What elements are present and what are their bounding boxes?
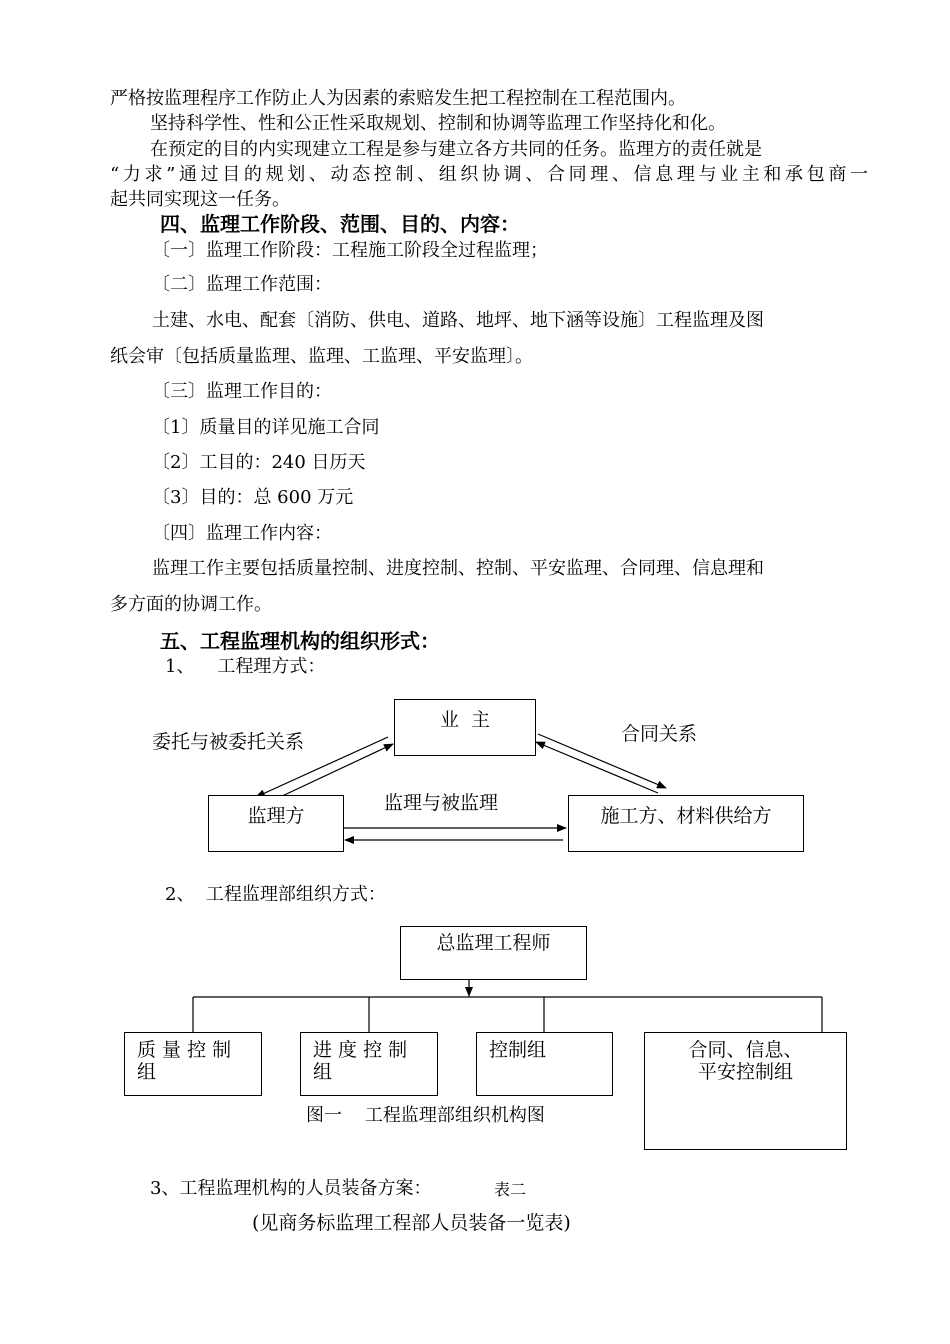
stage-text: 〔一〕监理工作阶段：工程施工阶段全过程监理； xyxy=(152,240,548,261)
supervisor-label: 监理方 xyxy=(247,804,305,827)
supervision-relation-label: 监理与被监理 xyxy=(384,792,499,814)
control-group-label: 控制组 xyxy=(489,1039,547,1061)
contract-relation-label: 合同关系 xyxy=(621,723,698,745)
paragraph-text: 坚持科学性、性和公正性采取规划、控制和协调等监理工作坚持化和化。 xyxy=(150,113,726,134)
paragraph-text: 起共同实现这一任务。 xyxy=(110,189,290,210)
content-text: 监理工作主要包括质量控制、进度控制、控制、平安监理、合同理、信息理和 xyxy=(152,558,764,579)
quality-control-group-box xyxy=(124,1032,262,1096)
owner-label: 业 主 xyxy=(439,708,491,731)
progress-control-group-box xyxy=(300,1032,438,1096)
contractor-box xyxy=(568,795,804,852)
section-heading: 四、监理工作阶段、范围、目的、内容： xyxy=(160,212,520,236)
contractor-label: 施工方、材料供给方 xyxy=(600,804,772,827)
chief-engineer-box xyxy=(400,926,587,980)
goal-title: 〔三〕监理工作目的： xyxy=(152,381,332,402)
paragraph-text: 严格按监理程序工作防止人为因素的索赔发生把工程控制在工程范围内。 xyxy=(110,88,686,109)
contract-info-safety-group-box xyxy=(644,1032,847,1150)
supervisor-box xyxy=(208,795,344,852)
scope-text: 纸会审〔包括质量监理、监理、工监理、平安监理〕。 xyxy=(110,346,533,367)
owner-box xyxy=(394,699,536,756)
progress-control-group-label: 进 度 控 制 组 xyxy=(313,1039,408,1083)
chief-engineer-label: 总监理工程师 xyxy=(436,932,551,954)
paragraph-text: “力求”通过目的规划、动态控制、组织协调、合同理、信息理与业主和承包商一 xyxy=(110,164,868,185)
content-title: 〔四〕监理工作内容： xyxy=(152,523,332,544)
goal-item: 〔2〕工目的：240 日历天 xyxy=(152,452,366,473)
subsection-item: 2、 工程监理部组织方式： xyxy=(165,884,386,905)
control-group-box xyxy=(476,1032,613,1096)
entrust-relation-label: 委托与被委托关系 xyxy=(152,731,305,753)
goal-item: 〔1〕质量目的详见施工合同 xyxy=(152,417,380,438)
figure-caption: 图一 工程监理部组织机构图 xyxy=(306,1105,545,1126)
contract-info-safety-group-label: 合同、信息、平安控制组 xyxy=(688,1039,803,1083)
section-heading: 五、工程监理机构的组织形式： xyxy=(160,629,440,653)
scope-text: 土建、水电、配套〔消防、供电、道路、地坪、地下涵等设施〕工程监理及图 xyxy=(152,310,764,331)
quality-control-group-label: 质 量 控 制 组 xyxy=(137,1039,232,1083)
subsection-item: 3、工程监理机构的人员装备方案： xyxy=(150,1178,432,1199)
goal-item: 〔3〕目的：总 600 万元 xyxy=(152,487,354,508)
staffing-note: (见商务标监理工程部人员装备一览表) xyxy=(252,1212,571,1234)
table-reference: 表二 xyxy=(494,1180,527,1199)
paragraph-text: 在预定的目的内实现建立工程是参与建立各方共同的任务。监理方的责任就是 xyxy=(150,139,762,160)
subsection-item: 1、 工程理方式： xyxy=(165,656,326,677)
content-text: 多方面的协调工作。 xyxy=(110,594,272,615)
scope-title: 〔二〕监理工作范围： xyxy=(152,274,332,295)
